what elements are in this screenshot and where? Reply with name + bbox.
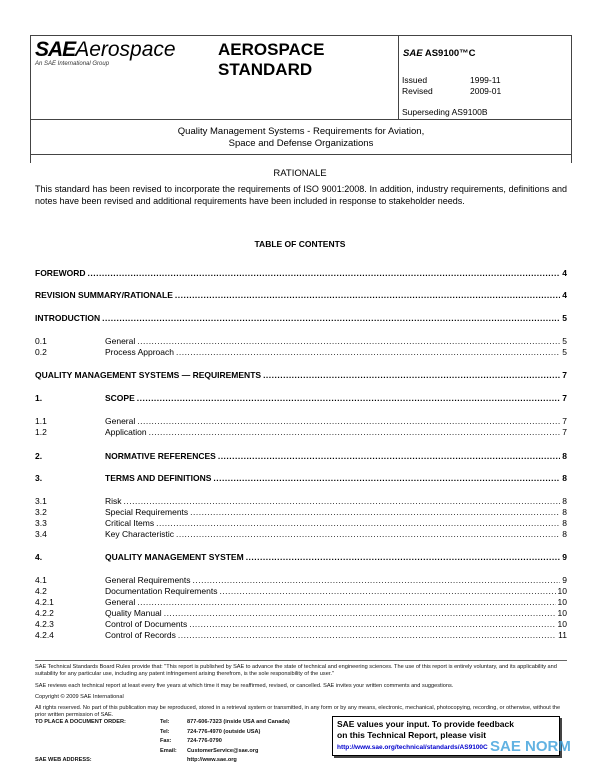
sae-small-logo: SAE (403, 48, 423, 59)
toc-title: Risk (105, 496, 122, 506)
toc-leader-dots (219, 586, 555, 597)
toc-title: General Requirements (105, 575, 191, 585)
divider (398, 35, 399, 119)
logo-subtitle: An SAE International Group (35, 61, 110, 67)
toc-page: 5 (562, 313, 567, 323)
toc-leader-dots (156, 518, 560, 529)
feedback-line2: on this Technical Report, please visit (337, 730, 487, 740)
toc-heading: TABLE OF CONTENTS (254, 239, 346, 249)
toc-entry[interactable] (35, 313, 567, 324)
toc-entry[interactable] (35, 496, 567, 507)
revised-date: 2009-01 (470, 86, 502, 96)
toc-leader-dots (189, 619, 555, 630)
toc-page: 8 (562, 473, 567, 483)
contact-label: Tel: (160, 728, 170, 735)
watermark-logo: SAE NORM (490, 738, 571, 755)
toc-page: 7 (562, 416, 567, 426)
revised-label: Revised (402, 86, 433, 96)
footer-review: SAE reviews each technical report at least every five years at which time it may be reaffirmed, revised, or cancelled. SAE invites your written comments and suggestions. (35, 683, 454, 689)
toc-title: QUALITY MANAGEMENT SYSTEM (105, 552, 244, 562)
toc-page: 9 (562, 552, 567, 562)
toc-entry[interactable] (35, 347, 567, 358)
divider (30, 119, 572, 120)
toc-leader-dots (137, 416, 560, 427)
footer-copyright: Copyright © 2009 SAE International (35, 694, 124, 700)
title-line1: Quality Management Systems - Requirements for Aviation, (177, 126, 425, 137)
toc-leader-dots (137, 336, 560, 347)
toc-title: Key Characteristic (105, 529, 174, 539)
toc-leader-dots (124, 496, 561, 507)
toc-title: Special Requirements (105, 507, 189, 517)
toc-number: 0.2 (35, 347, 47, 357)
toc-entry[interactable] (35, 336, 567, 347)
toc-entry[interactable] (35, 518, 567, 529)
document-type (218, 40, 324, 80)
toc-leader-dots (102, 313, 560, 324)
toc-leader-dots (213, 473, 560, 484)
toc-title: REVISION SUMMARY/RATIONALE (35, 290, 173, 300)
toc-leader-dots (176, 347, 560, 358)
rationale-text: This standard has been revised to incorporate the requirements of ISO 9001:2008. In addition, industry requirements, definitions and notes have been revised and additional requirements have been included in response to stakeholder needs. (35, 184, 567, 206)
toc-title: Control of Records (105, 630, 176, 640)
toc-entry[interactable] (35, 575, 567, 586)
toc-page: 7 (562, 370, 567, 380)
toc-title: General (105, 416, 136, 426)
contact-value: CustomerService@sae.org (187, 747, 259, 754)
toc-page: 8 (562, 507, 567, 517)
toc-entry[interactable] (35, 529, 567, 540)
contact-label: Tel: (160, 719, 170, 725)
rationale-heading: RATIONALE (273, 168, 327, 179)
toc-title: Quality Manual (105, 608, 162, 618)
issued-date: 1999-11 (470, 75, 501, 85)
toc-entry[interactable] (35, 393, 567, 404)
toc-number: 1.1 (35, 416, 47, 426)
toc-entry[interactable] (35, 597, 567, 608)
toc-title: FOREWORD (35, 268, 86, 278)
toc-number: 3.2 (35, 507, 47, 517)
toc-number: 3.1 (35, 496, 47, 506)
footer-rights: All rights reserved. No part of this publication may be reproduced, stored in a retrieval system or transmitted, in any form or by any means, electronic, mechanical, photocopying, recording, or otherwise, without the prior written permission of SAE. (35, 705, 561, 718)
toc-title: SCOPE (105, 393, 135, 403)
feedback-line1: SAE values your input. To provide feedback (337, 719, 514, 729)
toc-number: 4. (35, 552, 43, 562)
footer-divider (35, 660, 567, 661)
toc-number: 3. (35, 473, 43, 483)
divider (30, 155, 31, 163)
title-line2: Space and Defense Organizations (228, 138, 374, 149)
toc-page: 10 (557, 586, 567, 596)
toc-title: General (105, 336, 136, 346)
toc-number: 3.3 (35, 518, 47, 528)
contact-label: Email: (160, 747, 177, 754)
logo-word: Aerospace (75, 38, 176, 61)
toc-leader-dots (175, 290, 560, 301)
toc-page: 4 (562, 268, 567, 278)
toc-leader-dots (178, 630, 556, 641)
toc-title: NORMATIVE REFERENCES (105, 451, 216, 461)
toc-page: 8 (562, 518, 567, 528)
toc-leader-dots (137, 597, 555, 608)
toc-leader-dots (137, 393, 561, 404)
toc-title: QUALITY MANAGEMENT SYSTEMS — REQUIREMENTS (35, 370, 262, 380)
issued-label: Issued (402, 75, 428, 85)
toc-leader-dots (193, 575, 561, 586)
toc-page: 8 (562, 451, 567, 461)
web-address-link[interactable]: http://www.sae.org (187, 757, 237, 763)
doc-type-line2: STANDARD (218, 60, 313, 79)
footer-rules: SAE Technical Standards Board Rules provide that: "This report is published by SAE to advance the state of technical and engineering sciences. The use of this report is entirely voluntary, and its applicability and suitability for any particular use, including any patent infringement arising therefrom, is the sole responsibility of the user." (35, 664, 557, 677)
toc-entry[interactable] (35, 619, 567, 630)
toc-page: 11 (558, 630, 567, 640)
toc-entry[interactable] (35, 608, 567, 619)
contact-value: 724-776-0790 (187, 738, 222, 744)
toc-entry[interactable] (35, 473, 567, 484)
toc-entry[interactable] (35, 416, 567, 427)
toc-title: Critical Items (105, 518, 155, 528)
toc-leader-dots (88, 268, 561, 279)
toc-number: 4.2.4 (35, 630, 54, 640)
toc-title: Application (105, 427, 147, 437)
toc-entry[interactable] (35, 552, 567, 563)
toc-entry[interactable] (35, 507, 567, 518)
contact-value: 877-606-7323 (inside USA and Canada) (187, 719, 290, 725)
divider (571, 155, 572, 163)
toc-number: 4.2.1 (35, 597, 54, 607)
toc-number: 0.1 (35, 336, 47, 346)
toc-leader-dots (246, 552, 561, 563)
toc-title: General (105, 597, 136, 607)
toc-number: 4.2.3 (35, 619, 54, 629)
toc-number: 2. (35, 451, 43, 461)
contact-value: 724-776-4970 (outside USA) (187, 728, 261, 735)
toc-leader-dots (176, 529, 560, 540)
sae-aerospace-logo (35, 38, 176, 62)
toc-title: Process Approach (105, 347, 174, 357)
toc-leader-dots (164, 608, 556, 619)
toc-title: Control of Documents (105, 619, 188, 629)
toc-number: 4.2.2 (35, 608, 54, 618)
toc-entry[interactable] (35, 370, 567, 381)
toc-entry[interactable] (35, 427, 567, 438)
toc-page: 8 (562, 529, 567, 539)
toc-page: 4 (562, 290, 567, 300)
toc-leader-dots (190, 507, 560, 518)
document-id (403, 48, 476, 59)
toc-entry[interactable] (35, 268, 567, 279)
feedback-link[interactable]: http://www.sae.org/technical/standards/AS9100C (337, 744, 488, 751)
toc-page: 10 (557, 619, 567, 629)
toc-page: 7 (562, 393, 567, 403)
contact-label: Fax: (160, 738, 172, 744)
toc-entry[interactable] (35, 586, 567, 597)
doc-type-line1: AEROSPACE (218, 40, 325, 59)
doc-id-text: AS9100™C (424, 48, 476, 59)
toc-number: 4.1 (35, 575, 47, 585)
toc-page: 8 (562, 496, 567, 506)
toc-page: 7 (562, 427, 567, 437)
toc-leader-dots (263, 370, 560, 381)
toc-title: Documentation Requirements (105, 586, 218, 596)
web-label: SAE WEB ADDRESS: (35, 757, 92, 763)
toc-title: INTRODUCTION (35, 313, 101, 323)
toc-page: 10 (557, 597, 567, 607)
toc-number: 1.2 (35, 427, 47, 437)
toc-page: 5 (562, 336, 567, 346)
toc-number: 4.2 (35, 586, 47, 596)
logo-brand: SAE (35, 38, 76, 61)
toc-leader-dots (218, 451, 560, 462)
toc-number: 3.4 (35, 529, 47, 539)
toc-title: TERMS AND DEFINITIONS (105, 473, 212, 483)
toc-number: 1. (35, 393, 43, 403)
superseding: Superseding AS9100B (402, 107, 488, 117)
toc-page: 5 (562, 347, 567, 357)
toc-entry[interactable] (35, 451, 567, 462)
toc-leader-dots (149, 427, 561, 438)
toc-entry[interactable] (35, 630, 567, 641)
toc-page: 10 (557, 608, 567, 618)
toc-page: 9 (562, 575, 567, 585)
document-title (30, 126, 572, 150)
toc-entry[interactable] (35, 290, 567, 301)
order-label: TO PLACE A DOCUMENT ORDER: (35, 719, 126, 725)
